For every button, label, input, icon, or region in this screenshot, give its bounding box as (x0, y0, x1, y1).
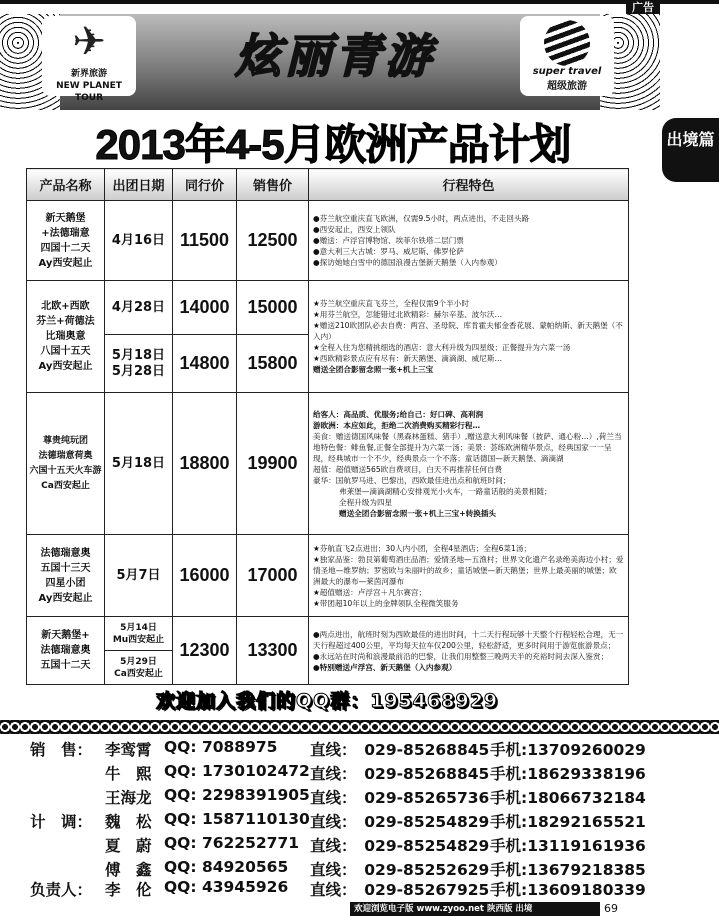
product-name: 新天鹅堡 +法德瑞意 四国十二天 Ay西安起止 (27, 201, 105, 281)
contact-tel: 直线： 029-85268845 (310, 765, 490, 783)
departure-date: 4月16日 (105, 201, 173, 281)
features (309, 393, 629, 535)
contact-name: 傅 鑫 (105, 861, 152, 879)
departure-date: 5月7日 (105, 535, 173, 617)
qq-group-banner: 欢迎加入我们的QQ群：195468929 (155, 690, 499, 712)
page-title: 2013年4-5月欧洲产品计划 (95, 121, 571, 168)
departure-date: 5月18日 (105, 393, 173, 535)
contact-qq: QQ: 1587110130 (164, 810, 310, 828)
feature-line: 全程升级为四星 (339, 497, 393, 507)
footer-bar: 欢迎浏览电子版 www.zyoo.net 陕西版 出境 (350, 902, 600, 916)
page-number: 69 (604, 902, 618, 915)
feature-line: ●意大利三大古城：罗马、威尼斯、佛罗伦萨 (313, 247, 464, 256)
product-name: 北欧+西欧 芬兰+荷德法 比瑞奥意 八国十五天 Ay西安起止 (27, 281, 105, 393)
contact-mobile: 手机:13679218385 (490, 861, 646, 879)
product-table (26, 168, 629, 685)
table-row (27, 281, 629, 335)
contact-tel: 直线： 029-85254829 (310, 813, 490, 831)
contact-name: 牛 熙 (105, 765, 152, 783)
contact-qq: QQ: 84920565 (164, 858, 289, 876)
logo-right-en: super travel (532, 66, 602, 77)
contact-tel: 直线： 029-85254829 (310, 837, 490, 855)
table-row (27, 617, 629, 651)
globe-icon (544, 20, 590, 66)
col-header-features: 行程特色 (309, 169, 629, 201)
sale-price: 15000 (237, 281, 309, 335)
peer-price: 12300 (173, 617, 237, 685)
feature-line: ★西欧精彩景点应有尽有：新天鹅堡、滴滴湖、威尼斯… (313, 354, 503, 363)
features (309, 201, 629, 281)
feature-line: ●探访她她白雪中的德国浪漫古堡新天鹅堡（入内参观） (313, 258, 502, 267)
contact-tel: 直线： 029-85265736 (310, 789, 490, 807)
logo-left-en: NEW PLANET TOUR (56, 81, 122, 103)
contact-role: 计 调： (30, 813, 93, 831)
contact-mobile: 手机:13609180339 (490, 881, 646, 899)
departure-date: 5月18日 5月28日 (105, 335, 173, 393)
contact-tel: 直线： 029-85252629 (310, 861, 490, 879)
table-row (27, 535, 629, 617)
contact-qq: QQ: 762252771 (164, 834, 300, 852)
peer-price: 14800 (173, 335, 237, 393)
section-tab: 出境篇 (662, 118, 719, 182)
feature-line: ★带团超10年以上的金牌领队全程微笑服务 (313, 598, 459, 608)
contact-name: 王海龙 (105, 789, 152, 807)
sale-price: 15800 (237, 335, 309, 393)
feature-line: ●赠送：卢浮宫博物馆、埃菲尔铁塔二层门票 (313, 236, 464, 245)
departure-date: 5月29日 Ca西安起止 (105, 651, 173, 685)
departure-date: 5月14日 Mu西安起止 (105, 617, 173, 651)
col-header-peer-price: 同行价 (173, 169, 237, 201)
new-planet-tour-logo (42, 16, 136, 103)
contact-mobile: 手机:18629338196 (490, 765, 646, 783)
feature-line: ●永远站在时尚和浪漫最前沿的巴黎，让我们用整整三晚两天半的充裕时间去深入鉴赏； (313, 651, 609, 661)
top-rule (0, 0, 719, 4)
contact-mobile: 手机:18066732184 (490, 789, 646, 807)
peer-price: 11500 (173, 201, 237, 281)
peer-price: 18800 (173, 393, 237, 535)
peer-price: 16000 (173, 535, 237, 617)
contact-role: 负责人： (30, 881, 93, 899)
product-name: 尊贵纯玩团 法德瑞意荷奥 六国十五天火车游 Ca西安起止 (27, 393, 105, 535)
feature-line: 游欧洲：本应如此，拒绝二次消费购买精彩行程… (313, 420, 481, 430)
contact-mobile: 手机:13119161936 (490, 837, 646, 855)
contact-qq: QQ: 1730102472 (164, 762, 310, 780)
feature-line: ★芬航直飞2点进出；30人内小团，全程4星酒店；全程6菜1汤； (313, 543, 532, 553)
feature-line: ★赠送210欧团队必去自费：两宫、圣母院、库肯霍夫郁金香花展、蒙帕纳斯、新天鹅堡（不入内） (313, 321, 623, 341)
product-name: 新天鹅堡+ 法德瑞意奥 五国十二天 (27, 617, 105, 685)
departure-date: 4月28日 (105, 281, 173, 335)
sale-price: 13300 (237, 617, 309, 685)
col-header-name: 产品名称 (27, 169, 105, 201)
contact-mobile: 手机:18292165521 (490, 813, 646, 831)
bird-icon: ✈ (72, 19, 106, 65)
table-row (27, 201, 629, 281)
contact-name: 魏 松 (105, 813, 152, 831)
feature-line: 弗莱堡—滴滴湖精心安排观光小火车，一路童话般的美景相随； (339, 486, 552, 496)
contact-qq: QQ: 43945926 (164, 878, 289, 896)
table-header-row (27, 169, 629, 201)
banner-slogan: 炫丽青游 (235, 29, 435, 83)
features (309, 281, 629, 393)
contact-tel: 直线： 029-85267925 (310, 881, 490, 899)
col-header-sale-price: 销售价 (237, 169, 309, 201)
contact-name: 夏 蔚 (105, 837, 152, 855)
ad-tag: 广告 (626, 0, 660, 16)
contact-name: 李 伦 (105, 881, 152, 899)
feature-line: ★独家品鉴：勃艮第葡萄酒庄品酒；爱情圣地—五渔村；世界文化遗产名录绝美海边小村；爱情圣地—维罗纳；罗密欧与朱丽叶的故乡；童话城堡—新天鹅堡；世界上最美丽的城堡；欧洲最大的瀑布—莱茵河瀑布 (313, 554, 624, 586)
feature-line: 超值：超值赠送565欧自费项目，白天不再推荐任何自费 (313, 464, 503, 474)
features (309, 617, 629, 685)
contact-tel: 直线： 029-85268845 (310, 741, 490, 759)
contact-qq: QQ: 7088975 (164, 738, 278, 756)
feature-line: ●特别赠送卢浮宫、新天鹅堡（入内参观） (313, 662, 457, 672)
feature-line: ●两点进出，航班时刻为西欧最佳的进出时间，十二天行程玩够十天整个行程轻松合理，无一天行程超过400公里，平均每天拉车仅200公里，轻松舒适，更多时间用于游览旅游景点； (313, 629, 624, 650)
feature-line: ★芬兰航空重庆直飞芬兰，全程仅需9个半小时 (313, 299, 469, 308)
sale-price: 17000 (237, 535, 309, 617)
logo-left-cn: 新界旅游 (70, 69, 107, 79)
feature-line: ★超值赠送：卢浮宫＋凡尔赛宫； (313, 587, 427, 597)
feature-line: 给客人：高品质、优服务;给自己：好口碑、高利润 (313, 409, 484, 419)
contact-role: 销 售： (30, 741, 93, 759)
sale-price: 19900 (237, 393, 309, 535)
feature-line: 赠送全团合影留念照一张+机上三宝 (313, 365, 434, 374)
dotted-divider (0, 720, 719, 734)
features (309, 535, 629, 617)
feature-line: ●西安起止，西安上领队 (313, 225, 396, 234)
feature-line: 美食：赠送德国风味餐（黑森林蛋糕、猪手）,赠送意大利风味餐（披萨、通心粉…）,荷兰当地特色餐：鲱鱼餐,正餐全部提升为六菜一汤；美景：荟练欧洲精华景点，经典国家一一呈现，经典城市一个不少，经典景点一个不落；童话德国—新天鹅堡、滴滴湖 (313, 431, 622, 463)
contact-qq: QQ: 2298391905 (164, 786, 310, 804)
super-travel-logo (520, 16, 614, 96)
feature-line: ★用芬兰航空，怎能错过北欧精彩：赫尔辛基、波尔沃… (313, 310, 503, 319)
feature-line: 赠送全团合影留念照一张+机上三宝+转换插头 (339, 508, 497, 518)
col-header-date: 出团日期 (105, 169, 173, 201)
contact-name: 李鸾霄 (105, 741, 152, 759)
sale-price: 12500 (237, 201, 309, 281)
peer-price: 14000 (173, 281, 237, 335)
feature-line: ●芬兰航空重庆直飞欧洲，仅需9.5小时，两点进出，不走回头路 (313, 214, 530, 223)
feature-line: 豪华：国航罗马进、巴黎出，西欧最佳进出点和航班时间； (313, 475, 511, 485)
logo-right-cn: 超级旅游 (547, 81, 587, 92)
contact-mobile: 手机:13709260029 (490, 741, 646, 759)
feature-line: ★全程入住为您精挑细选的酒店：意大利升级为四星级；正餐提升为六菜一汤 (313, 343, 571, 352)
table-row (27, 393, 629, 535)
product-name: 法德瑞意奥 五国十三天 四星小团 Ay西安起止 (27, 535, 105, 617)
